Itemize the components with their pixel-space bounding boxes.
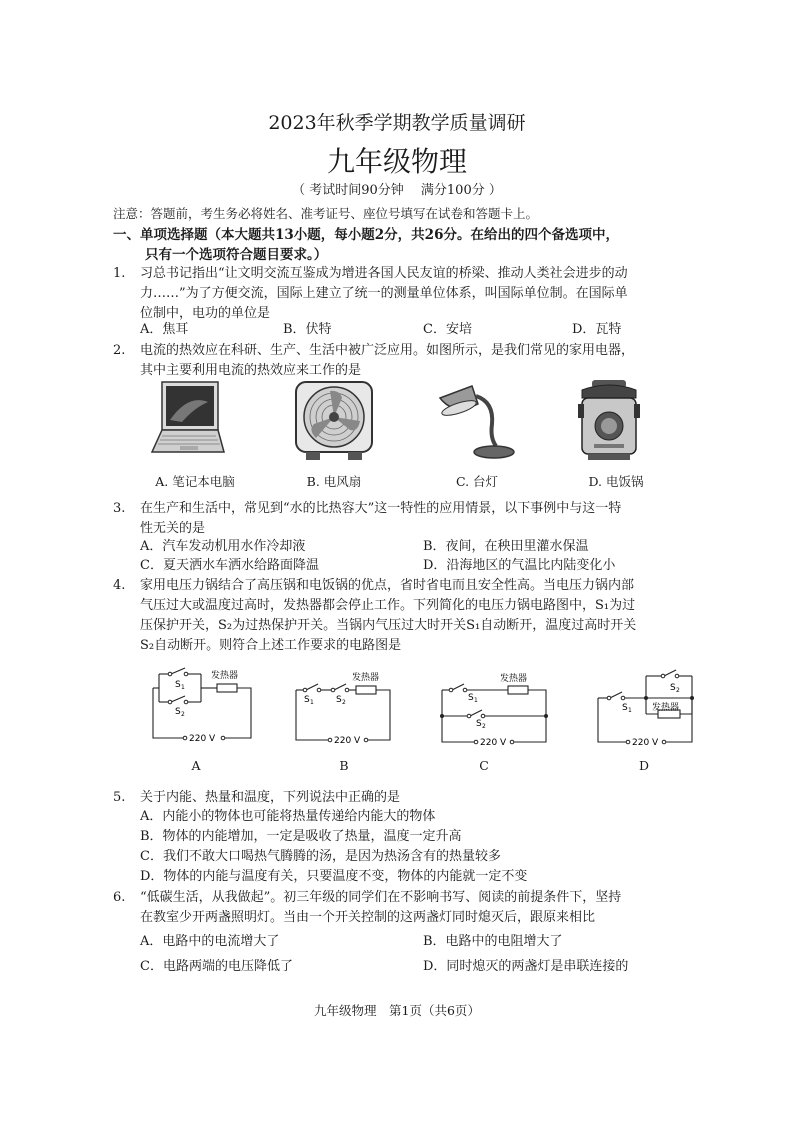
- circuit-label-voltage: 220 V: [189, 734, 216, 744]
- option-b: B．电路中的电阻增大了: [423, 934, 563, 949]
- question-number: 6.: [113, 890, 126, 905]
- circuit-label-s2: S: [175, 707, 181, 717]
- circuit-label-c: C: [479, 758, 489, 773]
- image-caption-b: B. 电风扇: [306, 474, 362, 489]
- circuit-label-sub2: 2: [676, 687, 680, 694]
- option-c: C．夏天洒水车洒水给路面降温: [140, 558, 319, 573]
- circuit-label-s1: S: [468, 693, 474, 703]
- option-b: B．夜间，在秧田里灌水保温: [423, 539, 589, 554]
- exam-info: （ 考试时间90分钟 满分100分 ）: [292, 183, 502, 198]
- circuit-label-sub1: 1: [181, 684, 185, 691]
- question-text-line: 位制中，电功的单位是: [140, 306, 271, 321]
- circuit-label-s2: S: [476, 719, 482, 729]
- circuit-label-voltage: 220 V: [480, 738, 507, 748]
- circuit-diagram-d: [592, 664, 702, 752]
- exam-title: 2023年秋季学期教学质量调研: [268, 112, 526, 134]
- image-caption-a: A. 笔记本电脑: [155, 474, 235, 489]
- notice: 注意：答题前，考生务必将姓名、准考证号、座位号填写在试卷和答题卡上。: [113, 206, 539, 221]
- circuit-diagram-a: [145, 662, 257, 746]
- circuit-label-s1: S: [175, 680, 181, 690]
- question-text-line: 力……”为了方便交流，国际上建立了统一的测量单位体系，叫国际单位制。在国际单: [140, 286, 628, 301]
- option-a: A．焦耳: [140, 322, 189, 337]
- page-footer: 九年级物理 第1页（共6页）: [314, 1003, 480, 1018]
- circuit-diagram-c: [436, 670, 554, 752]
- circuit-label-s1: S: [304, 695, 310, 705]
- question-number: 2.: [113, 343, 126, 358]
- option-c: C．安培: [423, 322, 472, 337]
- question-text-line: 气压过大或温度过高时，发热器都会停止工作。下列简化的电压力锅电路图中，S₁为过: [140, 598, 636, 613]
- electric-fan-image: [292, 378, 376, 464]
- circuit-label-s2: S: [670, 683, 676, 693]
- circuit-label-a: A: [191, 758, 201, 773]
- circuit-label-sub1: 1: [310, 699, 314, 706]
- option-b: B．伏特: [283, 322, 332, 337]
- option-d: D．沿海地区的气温比内陆变化小: [423, 558, 616, 573]
- option-a: A．汽车发动机用水作冷却液: [140, 539, 306, 554]
- question-text-line: “低碳生活，从我做起”。初三年级的同学们在不影响书写、阅读的前提条件下，坚持: [140, 890, 622, 905]
- circuit-label-voltage: 220 V: [632, 738, 659, 748]
- question-text-line: 压保护开关，S₂为过热保护开关。当锅内气压过大时开关S₁自动断开，温度过高时开关: [140, 618, 637, 633]
- option-d: D．瓦特: [572, 322, 622, 337]
- circuit-label-sub2: 2: [342, 699, 346, 706]
- question-text-line: 性无关的是: [140, 521, 206, 536]
- desk-lamp-image: [432, 380, 522, 462]
- question-text-line: 电流的热效应在科研、生产、生活中被广泛应用。如图所示，是我们常见的家用电器，: [140, 343, 635, 358]
- circuit-label-sub1: 1: [474, 697, 478, 704]
- question-number: 3.: [113, 501, 126, 516]
- circuit-label-voltage: 220 V: [334, 736, 361, 746]
- image-caption-c: C. 台灯: [455, 474, 499, 489]
- option-d: D．同时熄灭的两盏灯是串联连接的: [423, 959, 629, 974]
- question-number: 5.: [113, 790, 126, 805]
- option-d: D．物体的内能与温度有关，只要温度不变，物体的内能就一定不变: [140, 869, 528, 884]
- circuit-label-heater: 发热器: [500, 674, 528, 684]
- question-text-line: S₂自动断开。则符合上述工作要求的电路图是: [140, 638, 402, 653]
- circuit-label-s2: S: [336, 695, 342, 705]
- option-a: A．电路中的电流增大了: [140, 934, 280, 949]
- question-number: 4.: [113, 578, 126, 593]
- circuit-label-heater: 发热器: [352, 673, 380, 683]
- circuit-label-heater: 发热器: [211, 671, 239, 681]
- question-text-line: 习总书记指出“让文明交流互鉴成为增进各国人民友谊的桥梁、推动人类社会进步的动: [140, 266, 628, 281]
- image-caption-d: D. 电饭锅: [588, 474, 644, 489]
- circuit-label-s1: S: [622, 703, 628, 713]
- option-c: C．我们不敢大口喝热气腾腾的汤，是因为热汤含有的热量较多: [140, 849, 501, 864]
- option-b: B．物体的内能增加，一定是吸收了热量，温度一定升高: [140, 829, 462, 844]
- circuit-diagram-b: [292, 670, 398, 748]
- question-text-line: 在教室少开两盏照明灯。当由一个开关控制的这两盏灯同时熄灭后，跟原来相比: [140, 910, 596, 925]
- question-text-line: 其中主要利用电流的热效应来工作的是: [140, 363, 362, 378]
- option-c: C．电路两端的电压降低了: [140, 959, 293, 974]
- circuit-label-heater: 发热器: [652, 703, 680, 713]
- question-text-line: 家用电压力锅结合了高压锅和电饭锅的优点，省时省电而且安全性高。当电压力锅内部: [140, 578, 635, 593]
- option-a: A．内能小的物体也可能将热量传递给内能大的物体: [140, 809, 436, 824]
- laptop-image: [148, 380, 228, 462]
- circuit-label-sub2: 2: [181, 711, 185, 718]
- circuit-label-sub1: 1: [628, 707, 632, 714]
- rice-cooker-image: [576, 378, 642, 464]
- circuit-label-d: D: [638, 758, 650, 773]
- question-number: 1.: [113, 266, 126, 281]
- subject-title: 九年级物理: [326, 145, 467, 178]
- circuit-label-b: B: [339, 758, 349, 773]
- question-text-line: 在生产和生活中，常见到“水的比热容大”这一特性的应用情景，以下事例中与这一特: [140, 501, 622, 516]
- section-heading-line2: 只有一个选项符合题目要求。）: [145, 247, 328, 263]
- circuit-label-sub2: 2: [482, 723, 486, 730]
- question-text-line: 关于内能、热量和温度，下列说法中正确的是: [140, 790, 401, 805]
- section-heading-line1: 一、单项选择题（本大题共13小题，每小题2分，共26分。在给出的四个备选项中，: [113, 227, 619, 243]
